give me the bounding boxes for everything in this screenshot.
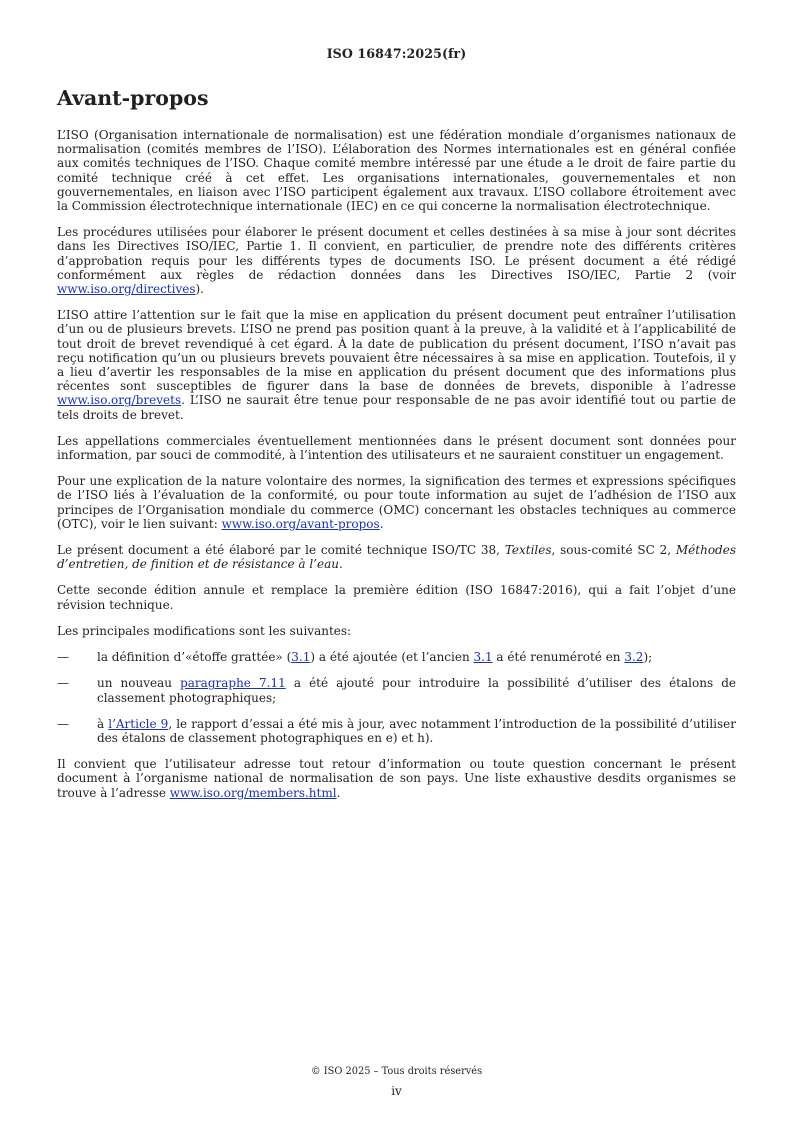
paragraph-iso-intro: L’ISO (Organisation internationale de normalisation) est une fédération mondiale d’organismes nationaux de normalisation (comités membres de l’ISO). L’élaboration des Normes internationales est en général confiée aux comités techniques de l’ISO. Chaque comité membre intéressé par une étude a le droit de faire partie du comité technique créé à cet effet. Les organisations internationales, gouvernementales et non gouvernementales, en liaison avec l’ISO participent également aux travaux. L’ISO collabore étroitement avec la Commission électrotechnique internationale (IEC) en ce qui concerne la normalisation électrotechnique. [57, 128, 736, 214]
document-id-header: ISO 16847:2025(fr) [326, 46, 467, 61]
paragraph-text: , sous-comité SC 2, [551, 543, 676, 558]
clause-3-1-link[interactable]: 3.1 [473, 650, 493, 665]
committee-name: Textiles [504, 543, 552, 558]
list-dash: — [57, 650, 69, 665]
paragraph-patents [57, 308, 736, 422]
paragraph-text: L’ISO attire l’attention sur le fait que la mise en application du présent document peut entraîner l’utilisation d’un ou de plusieurs brevets. L’ISO ne prend pas position quant à la preuve, à la validité et à l’applicabilité de tout droit de brevet revendiqué à cet égard. À la date de publication du présent document, l’ISO n’avait pas reçu notification qu’un ou plusieurs brevets pouvaient être nécessaires à sa mise en application. Toutefois, il y a lieu d’avertir les responsables de la mise en application du présent document que des informations plus récentes sont susceptibles de figurer dans la base de données de brevets, disponible à l’adresse [57, 308, 736, 394]
paragraph-committee [57, 543, 736, 571]
list-item [57, 717, 736, 745]
list-text: a été renuméroté en [492, 650, 625, 665]
foreword-body [57, 128, 736, 812]
paragraph-voluntary-nature [57, 474, 736, 531]
paragraph-feedback [57, 757, 736, 800]
list-text: ); [643, 650, 653, 665]
paragraph-text-end: . [338, 557, 343, 572]
list-dash: — [57, 676, 69, 691]
paragraph-edition: Cette seconde édition annule et remplace la première édition (ISO 16847:2016), qui a fait l’objet d’une révision technique. [57, 583, 736, 612]
paragraph-text: Pour une explication de la nature volontaire des normes, la signification des termes et expressions spécifiques de l’ISO liés à l’évaluation de la conformité, ou pour toute information au sujet de l’adhésion de l’ISO aux principes de l’Organisation mondiale du commerce (OMC) concernant les obstacles techniques au commerce (OTC), voir le lien suivant: [57, 474, 736, 531]
list-item [57, 676, 736, 704]
clause-3-1-link[interactable]: 3.1 [291, 650, 311, 665]
paragraph-procedures [57, 225, 736, 296]
paragraph-text-end: . [336, 785, 341, 800]
list-text: à [97, 716, 109, 731]
list-dash: — [57, 716, 69, 731]
list-text: , le rapport d’essai a été mis à jour, avec notamment l’introduction de la possibilité d’utiliser des étalons de classement photographiques en e) et h). [97, 716, 737, 745]
page-number: iv [391, 1084, 402, 1098]
members-link[interactable]: www.iso.org/members.html [169, 785, 337, 800]
paragraph-text-end: . [379, 516, 384, 531]
paragraph-changes-intro: Les principales modifications sont les suivantes: [57, 623, 352, 638]
subcommittee-name: Méthodes d’entretien, de finition et de résistance à l’eau [57, 543, 736, 572]
paragraph-text: Le présent document a été élaboré par le comité technique ISO/TC 38, [57, 543, 505, 558]
paragraph-text: Il convient que l’utilisateur adresse tout retour d’information ou toute question concernant le présent document à l’organisme national de normalisation de son pays. Une liste exhaustive desdits organismes se trouve à l’adresse [57, 757, 736, 800]
foreword-info-link[interactable]: www.iso.org/avant-propos [221, 516, 380, 531]
clause-3-2-link[interactable]: 3.2 [624, 650, 644, 665]
copyright-footer: © ISO 2025 – Tous droits réservés [310, 1066, 483, 1077]
section-title: Avant-propos [57, 86, 209, 110]
list-text: un nouveau [97, 676, 181, 691]
paragraph-text: Les procédures utilisées pour élaborer le présent document et celles destinées à sa mise à jour sont décrites dans les Directives ISO/IEC, Partie 1. Il convient, en particulier, de prendre note des différents critères d’approbation requis pour les différents types de documents ISO. Le présent document a été rédigé conformément aux règles de rédaction données dans les Directives ISO/IEC, Partie 2 (voir [57, 225, 736, 282]
patents-link[interactable]: www.iso.org/brevets [57, 393, 182, 408]
subclause-7-11-link[interactable]: paragraphe 7.11 [180, 676, 286, 691]
paragraph-trade-names: Les appellations commerciales éventuellement mentionnées dans le présent document sont données pour information, par souci de commodité, à l’intention des utilisateurs et ne sauraient constituer un engagement. [57, 433, 736, 463]
list-text: ) a été ajoutée (et l’ancien [310, 650, 474, 665]
list-item [57, 650, 736, 664]
paragraph-text-end: . L’ISO ne saurait être tenue pour responsable de ne pas avoir identifié tout ou partie de tels droits de brevet. [57, 393, 736, 422]
paragraph-text-end: ). [195, 282, 204, 297]
directives-link[interactable]: www.iso.org/directives [57, 282, 196, 297]
changes-list [57, 650, 736, 745]
list-text: a été ajouté pour introduire la possibilité d’utiliser des étalons de classement photographiques; [97, 676, 736, 705]
clause-9-link[interactable]: l’Article 9 [108, 716, 169, 731]
list-text: la définition d’«étoffe grattée» ( [97, 650, 292, 665]
